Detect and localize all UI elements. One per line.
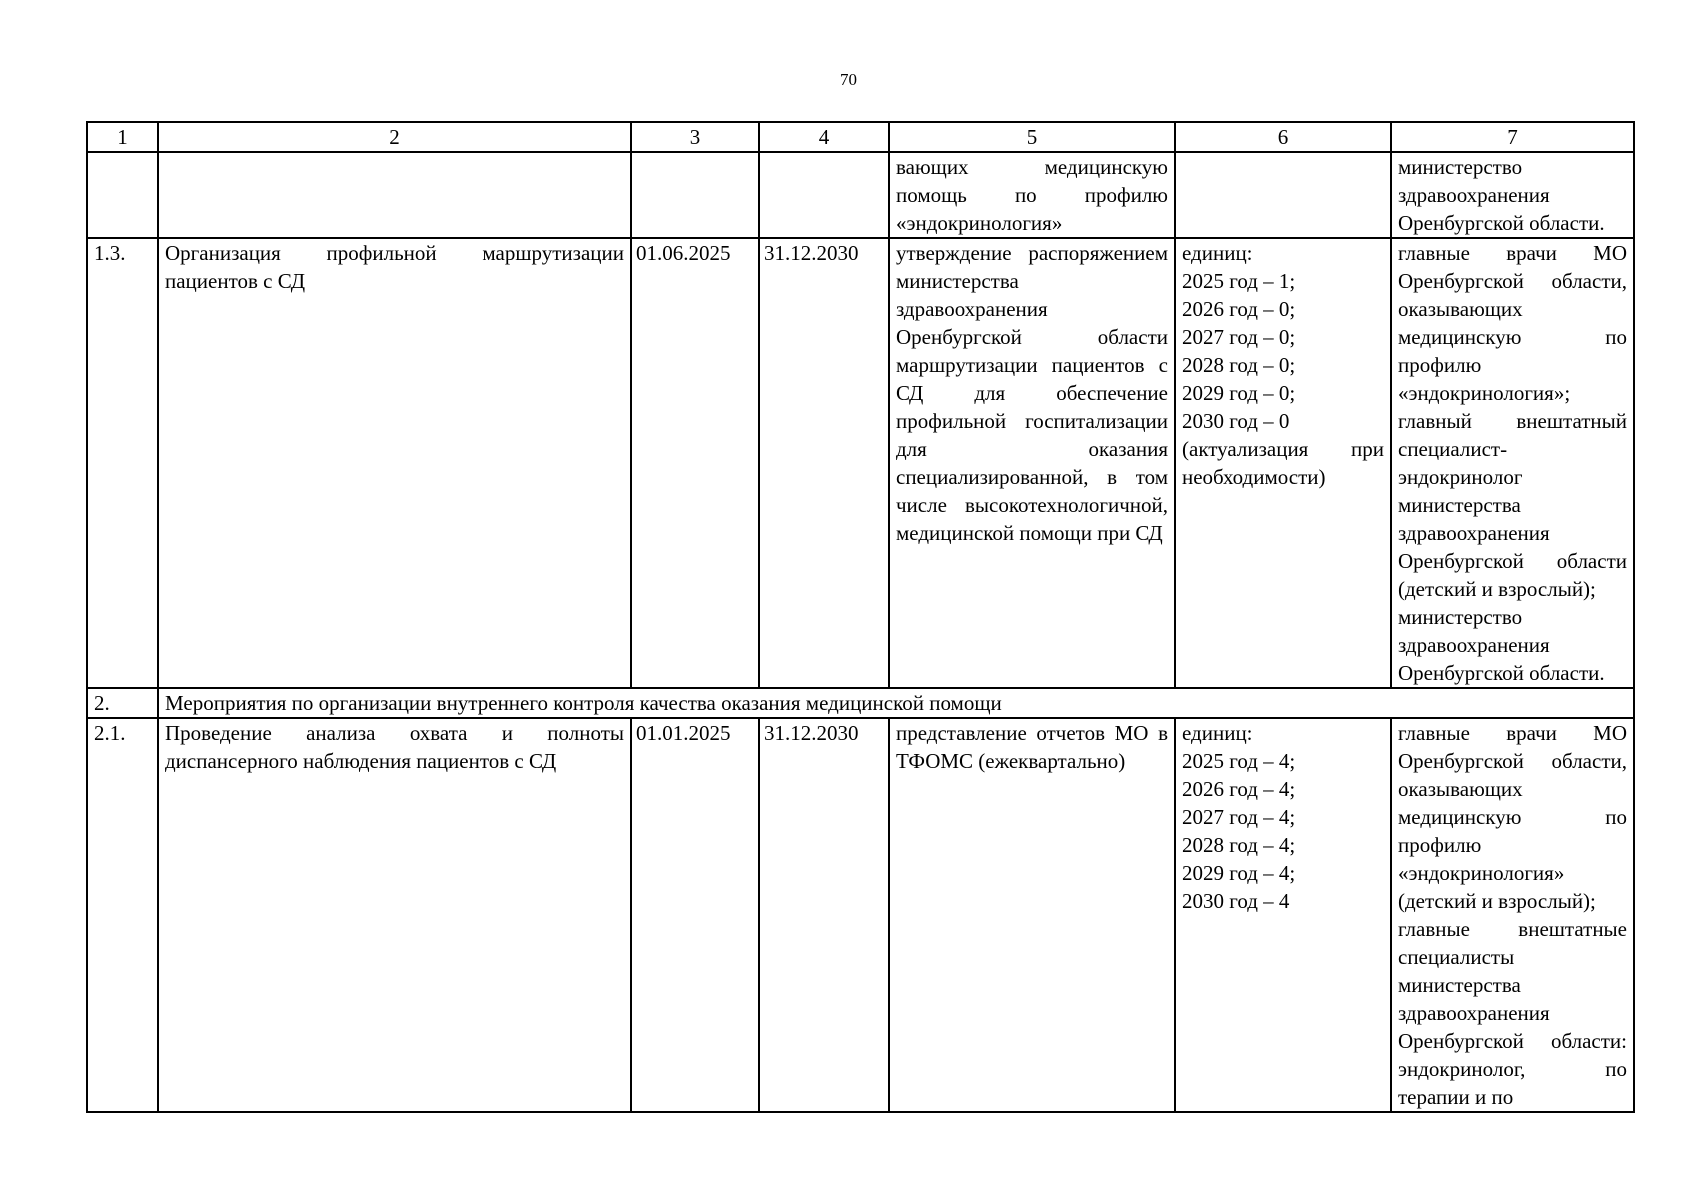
column-number-header: 7 <box>1391 122 1634 152</box>
indicator-line: 2028 год – 4; <box>1182 833 1296 857</box>
indicator-line: 2025 год – 1; <box>1182 269 1296 293</box>
responsible-entry: главные внештатные специалисты министерства здравоохранения Оренбургской области: эндокринолог, по терапии и по <box>1398 917 1627 1109</box>
indicator-line: 2027 год – 4; <box>1182 805 1296 829</box>
row-number-cell <box>87 152 158 238</box>
indicator-line: 2030 год – 0 <box>1182 409 1290 433</box>
start-date-cell: 01.06.2025 <box>631 238 759 688</box>
indicator-line: 2026 год – 4; <box>1182 777 1296 801</box>
responsible-entry: главный внештатный специалист-эндокринолог министерства здравоохранения Оренбургской области (детский и взрослый); <box>1398 409 1627 601</box>
indicator-cell <box>1175 152 1391 238</box>
indicator-line: единиц: <box>1182 721 1253 745</box>
measure-name-cell: Организация профильной маршрутизации пациентов с СД <box>158 238 631 688</box>
end-date-cell <box>759 152 889 238</box>
measure-name-cell <box>158 152 631 238</box>
column-number-header: 6 <box>1175 122 1391 152</box>
indicator-line: 2029 год – 4; <box>1182 861 1296 885</box>
indicator-line: 2026 год – 0; <box>1182 297 1296 321</box>
responsible-cell: министерство здравоохранения Оренбургской области. <box>1391 152 1634 238</box>
section-title-cell: Мероприятия по организации внутреннего контроля качества оказания медицинской помощи <box>158 688 1634 718</box>
indicator-cell <box>1175 238 1391 688</box>
indicator-line: 2027 год – 0; <box>1182 325 1296 349</box>
row-number-cell: 2. <box>87 688 158 718</box>
table-row-2-1 <box>87 718 1634 1112</box>
start-date-cell <box>631 152 759 238</box>
indicator-note: (актуализация при необходимости) <box>1182 437 1384 489</box>
page-number: 70 <box>840 70 857 89</box>
column-number-header: 5 <box>889 122 1175 152</box>
indicator-line: единиц: <box>1182 241 1253 265</box>
column-number-header-row <box>87 122 1634 152</box>
result-cell: представление отчетов МО в ТФОМС (ежеквартально) <box>889 718 1175 1112</box>
responsible-entry: министерство здравоохранения Оренбургской области. <box>1398 605 1605 685</box>
responsible-cell <box>1391 718 1634 1112</box>
end-date-cell: 31.12.2030 <box>759 718 889 1112</box>
table-row-section-2 <box>87 688 1634 718</box>
indicator-line: 2025 год – 4; <box>1182 749 1296 773</box>
table-row-continuation <box>87 152 1634 238</box>
responsible-entry: главные врачи МО Оренбургской области, оказывающих медицинскую по профилю «эндокринология» (детский и взрослый); <box>1398 721 1627 913</box>
indicator-cell <box>1175 718 1391 1112</box>
column-number-header: 1 <box>87 122 158 152</box>
column-number-header: 4 <box>759 122 889 152</box>
result-cell: вающих медицинскую помощь по профилю «эндокринология» <box>889 152 1175 238</box>
end-date-cell: 31.12.2030 <box>759 238 889 688</box>
table-row-1-3 <box>87 238 1634 688</box>
indicator-line: 2029 год – 0; <box>1182 381 1296 405</box>
measure-name-cell: Проведение анализа охвата и полноты диспансерного наблюдения пациентов с СД <box>158 718 631 1112</box>
measures-table <box>86 121 1635 1113</box>
column-number-header: 2 <box>158 122 631 152</box>
responsible-entry: главные врачи МО Оренбургской области, оказывающих медицинскую по профилю «эндокринология»; <box>1398 241 1627 405</box>
indicator-line: 2028 год – 0; <box>1182 353 1296 377</box>
responsible-cell <box>1391 238 1634 688</box>
row-number-cell: 2.1. <box>87 718 158 1112</box>
column-number-header: 3 <box>631 122 759 152</box>
row-number-cell: 1.3. <box>87 238 158 688</box>
result-cell: утверждение распоряжением министерства здравоохранения Оренбургской области маршрутизации пациентов с СД для обеспечение профильной госпитализации для оказания специализированной, в том числе высокотехнологичной, медицинской помощи при СД <box>889 238 1175 688</box>
start-date-cell: 01.01.2025 <box>631 718 759 1112</box>
indicator-line: 2030 год – 4 <box>1182 889 1290 913</box>
